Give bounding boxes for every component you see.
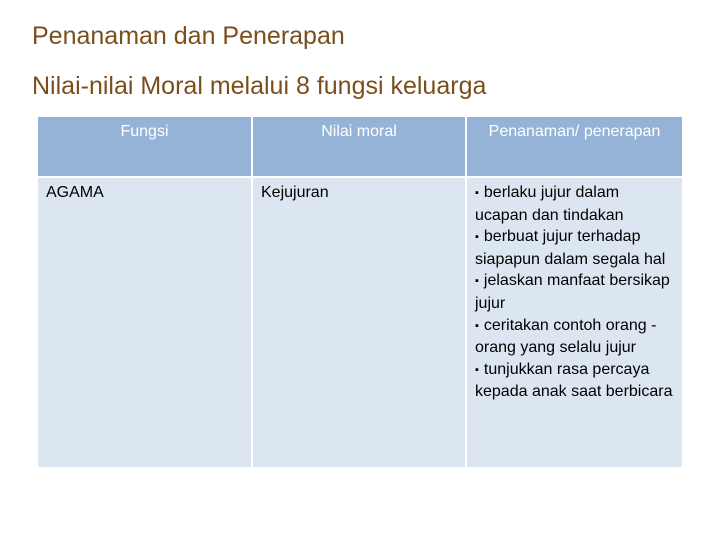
header-penanaman-penerapan: Penanaman/ penerapan [466, 117, 682, 177]
list-item-text: tunjukkan rasa percaya kepada anak saat berbicara [475, 360, 673, 401]
list-item [475, 182, 676, 226]
square-bullet-icon: ▪ [475, 231, 479, 244]
table-header-row [38, 117, 682, 177]
list-item-text: berlaku jujur dalam ucapan dan tindakan [475, 184, 624, 224]
header-fungsi: Fungsi [38, 117, 252, 177]
table-row [38, 177, 682, 467]
cell-penerapan [466, 177, 682, 467]
list-item [475, 359, 676, 403]
square-bullet-icon: ▪ [475, 363, 479, 376]
penerapan-list [475, 182, 676, 403]
list-item-text: ceritakan contoh orang -orang yang selalu jujur [475, 316, 657, 357]
moral-values-table [38, 117, 682, 467]
square-bullet-icon: ▪ [475, 275, 479, 288]
slide-title-line-1: Penanaman dan Penerapan [32, 22, 345, 50]
list-item [475, 270, 676, 314]
header-nilai-moral: Nilai moral [252, 117, 466, 177]
square-bullet-icon: ▪ [475, 319, 479, 332]
list-item [475, 315, 676, 359]
list-item-text: jelaskan manfaat bersikap jujur [475, 272, 670, 312]
list-item [475, 226, 676, 270]
list-item-text: berbuat jujur terhadap siapapun dalam segala hal [475, 228, 666, 268]
slide-title-line-2: Nilai-nilai Moral melalui 8 fungsi keluarga [32, 72, 487, 100]
cell-fungsi: AGAMA [38, 177, 252, 467]
cell-nilai-moral: Kejujuran [252, 177, 466, 467]
square-bullet-icon: ▪ [475, 187, 479, 199]
